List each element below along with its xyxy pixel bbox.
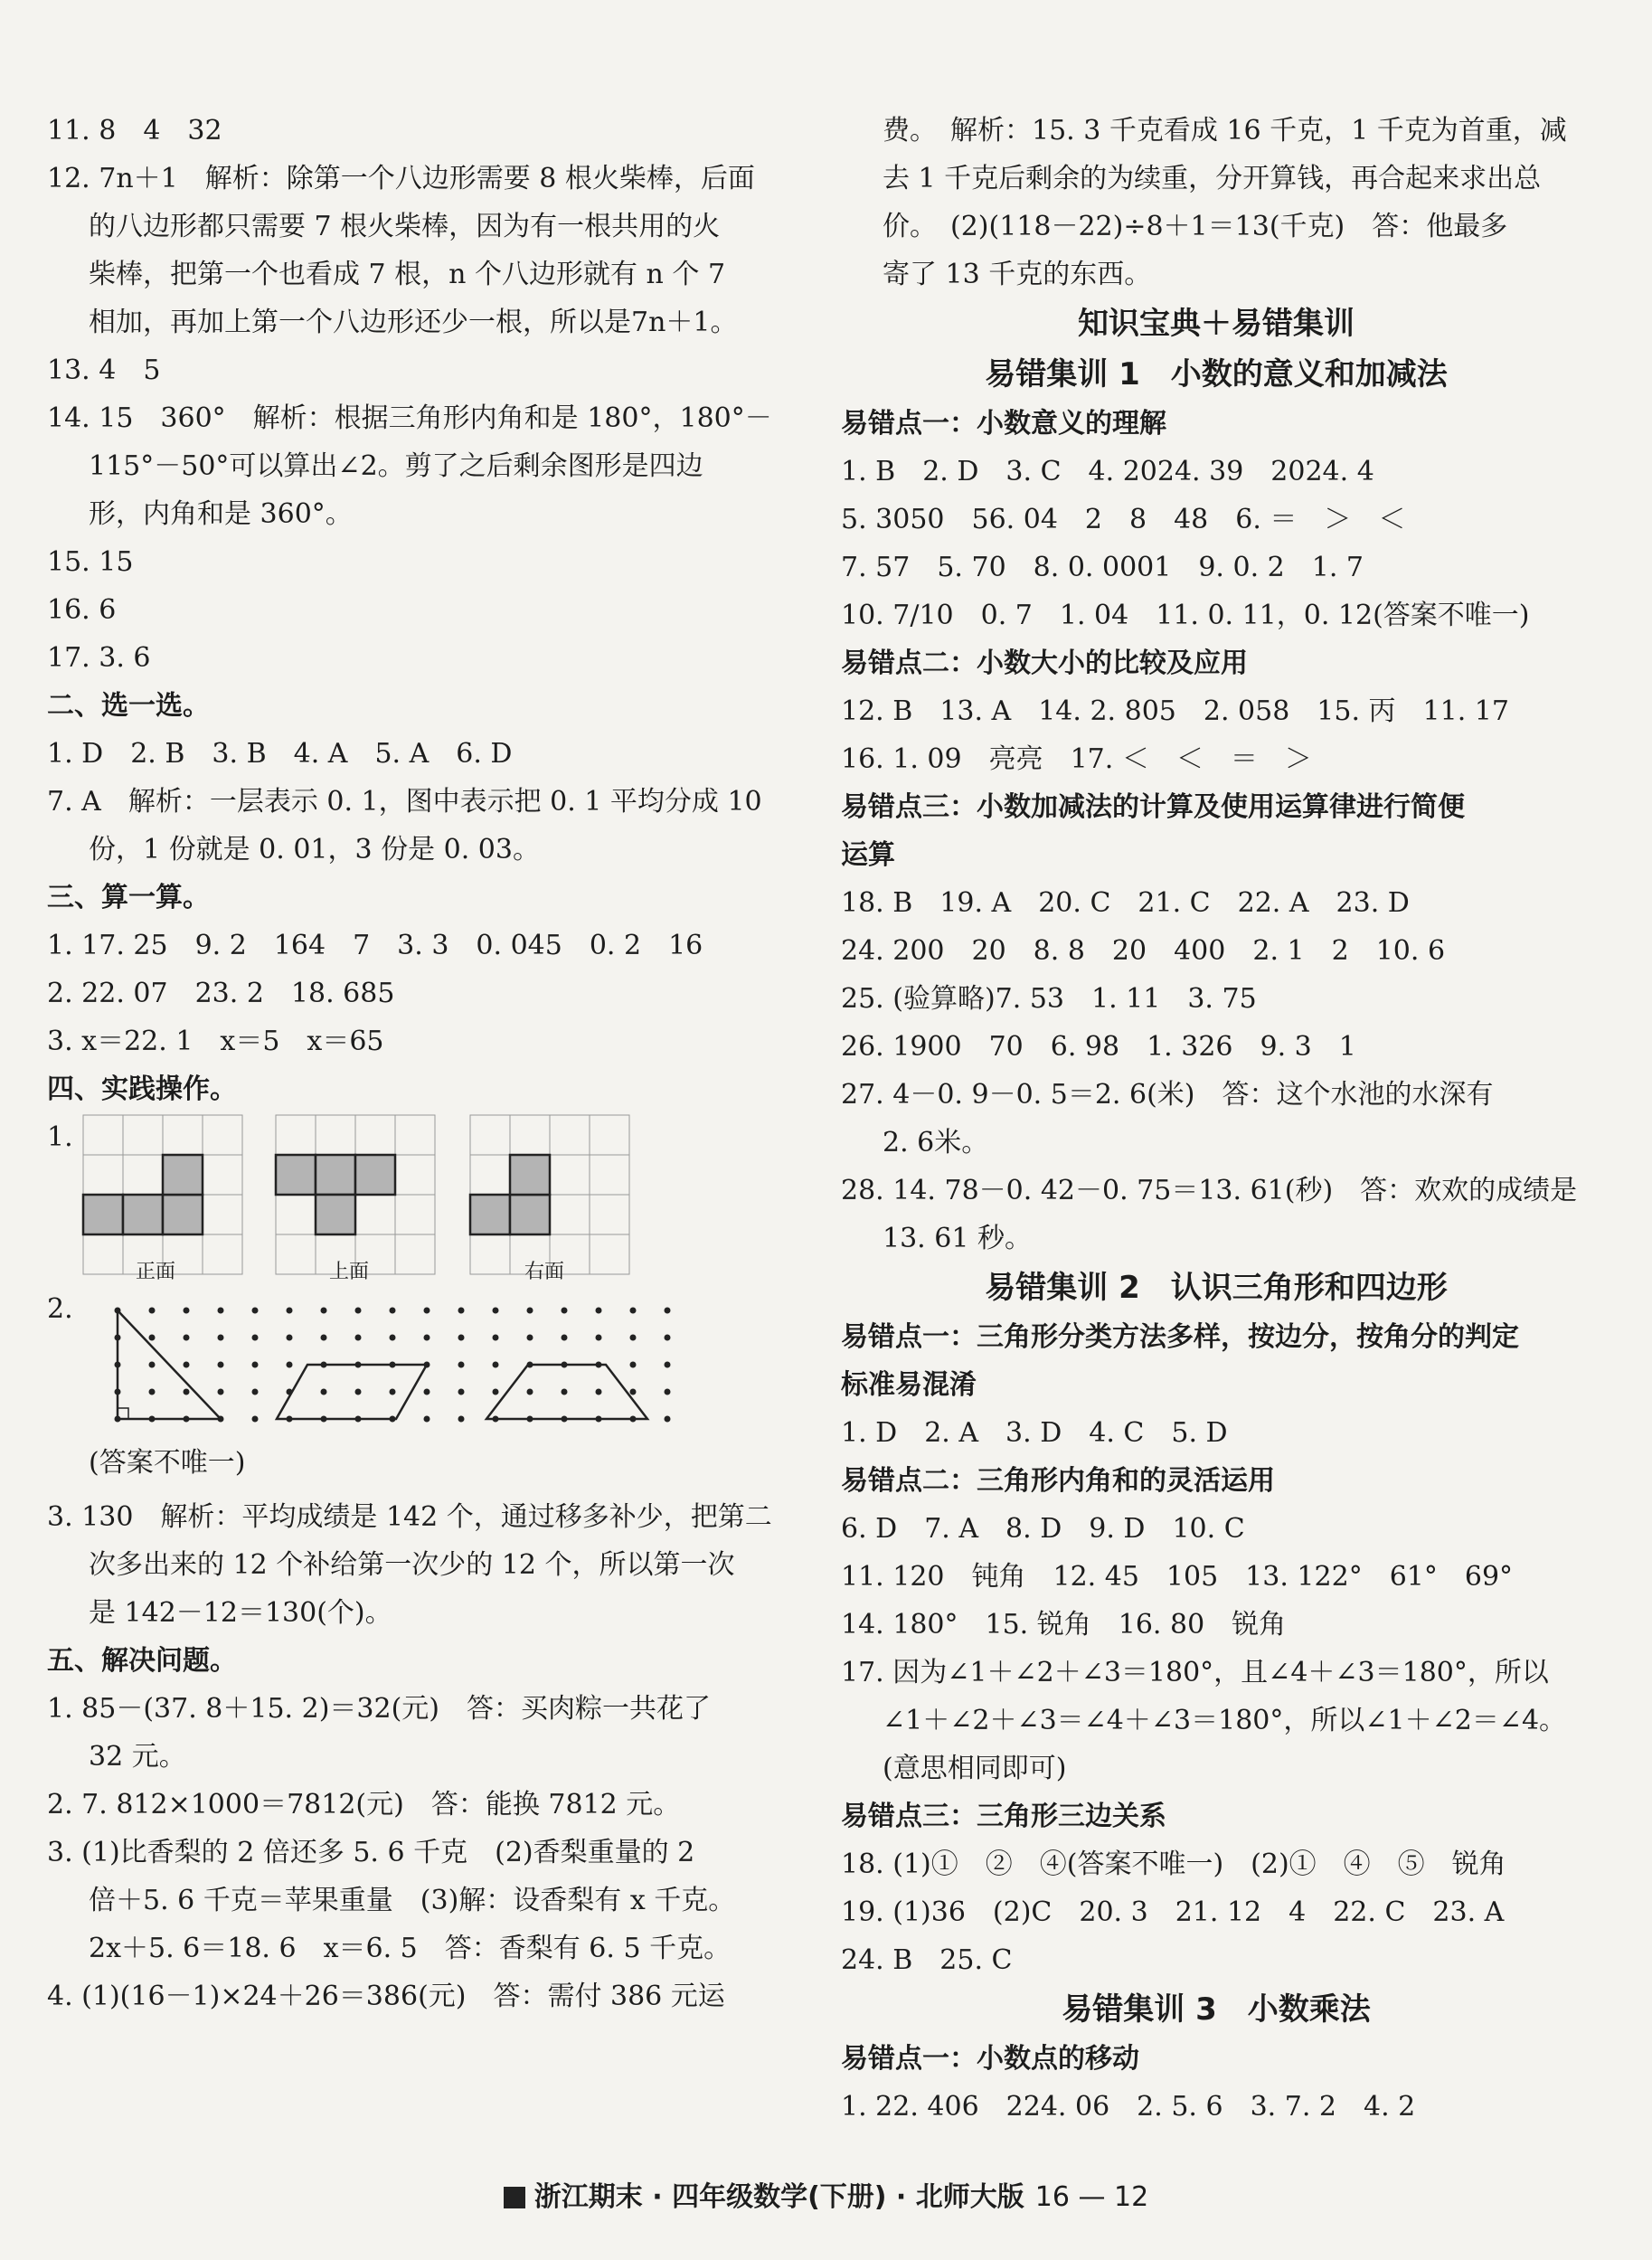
page-number: 16 — 12 [1034, 2181, 1149, 2213]
page-footer [0, 2174, 1652, 2214]
section-heading: 运算 [841, 839, 895, 871]
grid-dot [252, 1362, 259, 1368]
section-heading: 易错点三：小数加减法的计算及使用运算律进行简便 [841, 791, 1465, 823]
grid-dot [493, 1389, 499, 1395]
answer-line: 相加，再加上第一个八边形还少一根，所以是7n＋1。 [89, 307, 738, 338]
answer-line: 14. 15 360° 解析：根据三角形内角和是 180°，180°－ [47, 402, 772, 434]
grid-dot [562, 1335, 568, 1341]
grid-dot [321, 1335, 327, 1341]
answer-line: 2. 7. 812×1000＝7812(元) 答：能换 7812 元。 [47, 1789, 681, 1820]
section-heading: 二、选一选。 [47, 690, 210, 722]
answer-line: 6. D 7. A 8. D 9. D 10. C [841, 1513, 1245, 1545]
grid-dot [390, 1389, 396, 1395]
answer-line: 形，内角和是 360°。 [89, 498, 353, 530]
grid-dot [665, 1335, 671, 1341]
grid-dot [252, 1416, 259, 1423]
grid-dot [355, 1308, 362, 1314]
footer-square-icon [504, 2187, 525, 2208]
dot-grid-figure [47, 1285, 788, 1493]
section-heading: 三、算一算。 [47, 882, 210, 913]
answer-line: 3. x＝22. 1 x＝5 x＝65 [47, 1026, 384, 1057]
answer-line: 2. 22. 07 23. 2 18. 685 [47, 978, 395, 1009]
grid-dot [493, 1362, 499, 1368]
grid-dot [184, 1335, 190, 1341]
shaded-cube-face [316, 1195, 355, 1234]
grid-dot [458, 1335, 465, 1341]
grid-dot [390, 1308, 396, 1314]
answer-line: 24. B 25. C [841, 1944, 1013, 1976]
grid-cell [355, 1115, 395, 1155]
grid-dot [252, 1389, 259, 1395]
grid-dot [321, 1389, 327, 1395]
grid-dot [527, 1308, 533, 1314]
section-heading: 易错点一：小数点的移动 [841, 2043, 1139, 2075]
section-heading: 四、实践操作。 [47, 1073, 237, 1105]
grid-dot [424, 1308, 430, 1314]
grid-cell [590, 1155, 629, 1195]
grid-cell [355, 1195, 395, 1234]
answer-line: 115°－50°可以算出∠2。剪了之后剩余图形是四边 [89, 450, 703, 482]
answer-line: 25. (验算略)7. 53 1. 11 3. 75 [841, 983, 1257, 1015]
grid-dot [184, 1389, 190, 1395]
answer-line: 去 1 千克后剩余的为续重，分开算钱，再合起来求出总 [883, 163, 1542, 194]
grid-dot [562, 1308, 568, 1314]
shaded-cube-face [355, 1155, 395, 1195]
grid-cell [123, 1115, 163, 1155]
answer-line: 18. (1)① ② ④(答案不唯一) (2)① ④ ⑤ 锐角 [841, 1849, 1506, 1880]
caption-front: 正面 [136, 1261, 176, 1283]
grid-dot [184, 1362, 190, 1368]
grid-dot [424, 1389, 430, 1395]
grid-dot [630, 1389, 637, 1395]
answer-line: 次多出来的 12 个补给第一次少的 12 个，所以第一次 [89, 1549, 735, 1581]
shaded-cube-face [123, 1195, 163, 1234]
grid-dot [218, 1389, 224, 1395]
grid-dot [355, 1389, 362, 1395]
grid-cell [395, 1195, 435, 1234]
grid-dot [218, 1308, 224, 1314]
grid-dot [596, 1335, 602, 1341]
answer-line: 份，1 份就是 0. 01，3 份是 0. 03。 [89, 834, 540, 865]
grid-dot [458, 1308, 465, 1314]
grid-cell [550, 1195, 590, 1234]
figure-number-2: 2. [47, 1293, 73, 1325]
answer-line: 19. (1)36 (2)C 20. 3 21. 12 4 22. C 23. A [841, 1896, 1505, 1928]
grid-dot [424, 1416, 430, 1423]
grid-dot [665, 1308, 671, 1314]
grid-dot [458, 1389, 465, 1395]
answer-line: 1. 17. 25 9. 2 164 7 3. 3 0. 045 0. 2 16 [47, 930, 703, 961]
section-heading: 易错点一：三角形分类方法多样，按边分，按角分的判定 [841, 1321, 1519, 1353]
grid-cell [203, 1234, 242, 1274]
answer-line: 3. 130 解析：平均成绩是 142 个，通过移多补少，把第二 [47, 1501, 772, 1533]
grid-dot [458, 1416, 465, 1423]
grid-dot [218, 1335, 224, 1341]
answer-line: 16. 1. 09 亮亮 17. ＜ ＜ ＝ ＞ [841, 743, 1312, 775]
grid-cell [590, 1115, 629, 1155]
grid-cell [276, 1115, 316, 1155]
answer-line: 12. B 13. A 14. 2. 805 2. 058 15. 丙 11. 17 [841, 695, 1509, 727]
answer-line: 7. 57 5. 70 8. 0. 0001 9. 0. 2 1. 7 [841, 552, 1364, 583]
answer-line: 的八边形都只需要 7 根火柴棒，因为有一根共用的火 [89, 211, 721, 242]
grid-dot [149, 1389, 156, 1395]
grid-cell [276, 1195, 316, 1234]
answer-line: 1. 85－(37. 8＋15. 2)＝32(元) 答：买肉粽一共花了 [47, 1693, 711, 1725]
answer-line: 倍＋5. 6 千克＝苹果重量 (3)解：设香梨有 x 千克。 [89, 1885, 736, 1916]
shaded-cube-face [510, 1195, 550, 1234]
answer-line: 16. 6 [47, 594, 117, 626]
section-title: 知识宝典＋易错集训 [1078, 306, 1355, 342]
answer-line: 2. 6米。 [883, 1127, 989, 1158]
section-heading: 易错点二：小数大小的比较及应用 [841, 648, 1248, 679]
answer-line: 11. 8 4 32 [47, 115, 222, 147]
grid-dot [493, 1308, 499, 1314]
grid-dot [149, 1335, 156, 1341]
answer-line: 12. 7n＋1 解析：除第一个八边形需要 8 根火柴棒，后面 [47, 163, 755, 194]
caption-top: 上面 [329, 1261, 370, 1283]
grid-dot [149, 1362, 156, 1368]
shaded-cube-face [276, 1155, 316, 1195]
grid-cell [203, 1115, 242, 1155]
dot-grid [47, 1294, 698, 1448]
shaded-cube-face [163, 1155, 203, 1195]
right-column [841, 107, 1591, 2131]
answer-line: 11. 120 钝角 12. 45 105 13. 122° 61° 69° [841, 1561, 1514, 1593]
grid-dot [184, 1308, 190, 1314]
grid-cell [83, 1115, 123, 1155]
answer-line: 15. 15 [47, 546, 134, 578]
shaded-cube-face [83, 1195, 123, 1234]
section-heading: 标准易混淆 [841, 1369, 977, 1401]
grid-cell [550, 1115, 590, 1155]
shaded-cube-face [470, 1195, 510, 1234]
answer-line: 寄了 13 千克的东西。 [883, 259, 1152, 290]
grid-dot [321, 1308, 327, 1314]
answer-line: 2x＋5. 6＝18. 6 x＝6. 5 答：香梨有 6. 5 千克。 [89, 1933, 732, 1964]
grid-cell [395, 1155, 435, 1195]
grid-cell [83, 1234, 123, 1274]
figure-note: (答案不唯一) [89, 1447, 246, 1479]
section-heading: 易错点三：三角形三边关系 [841, 1801, 1166, 1832]
grid-cell [395, 1234, 435, 1274]
answer-line: 26. 1900 70 6. 98 1. 326 9. 3 1 [841, 1031, 1356, 1063]
answer-line: ∠1＋∠2＋∠3＝∠4＋∠3＝180°，所以∠1＋∠2＝∠4。 [883, 1705, 1567, 1736]
grid-cell [470, 1115, 510, 1155]
shaded-cube-face [510, 1155, 550, 1195]
answer-line: 1. D 2. A 3. D 4. C 5. D [841, 1417, 1228, 1449]
three-views-figure [47, 1113, 788, 1285]
grid-dot [596, 1389, 602, 1395]
section-heading: 易错点一：小数意义的理解 [841, 408, 1166, 440]
grid-dot [287, 1308, 293, 1314]
answer-line: 13. 4 5 [47, 355, 161, 386]
grid-dot [252, 1335, 259, 1341]
grid-dot [665, 1389, 671, 1395]
grid-dot [527, 1335, 533, 1341]
section-title: 易错集训 1 小数的意义和加减法 [985, 356, 1448, 392]
section-title: 易错集训 3 小数乘法 [1062, 1991, 1371, 2028]
footer-title: 浙江期末 · 四年级数学(下册) · 北师大版 [533, 2181, 1024, 2213]
answer-line: 27. 4－0. 9－0. 5＝2. 6(米) 答：这个水池的水深有 [841, 1079, 1494, 1111]
grid-cell [510, 1115, 550, 1155]
answer-line: 10. 7/10 0. 7 1. 04 11. 0. 11，0. 12(答案不唯一) [841, 600, 1530, 631]
answer-line: 价。 (2)(118－22)÷8＋1＝13(千克) 答：他最多 [883, 211, 1508, 242]
grid-cell [470, 1234, 510, 1274]
grid-dot [149, 1308, 156, 1314]
grid-cell [550, 1155, 590, 1195]
grid-dot [218, 1362, 224, 1368]
grid-dot [458, 1362, 465, 1368]
answer-line: 是 142－12＝130(个)。 [89, 1597, 392, 1629]
answer-line: 28. 14. 78－0. 42－0. 75＝13. 61(秒) 答：欢欢的成绩是 [841, 1175, 1578, 1206]
grid-dot [630, 1362, 637, 1368]
left-column [47, 107, 788, 2020]
grid-dot [287, 1335, 293, 1341]
figure-number: 1. [47, 1121, 73, 1153]
grid-cell [83, 1155, 123, 1195]
answer-line: 14. 180° 15. 锐角 16. 80 锐角 [841, 1609, 1287, 1641]
section-heading: 五、解决问题。 [47, 1645, 237, 1677]
grid-cell [203, 1155, 242, 1195]
grid-dot [287, 1362, 293, 1368]
grid-dot [596, 1308, 602, 1314]
grid-dot [390, 1335, 396, 1341]
grid-cell [203, 1195, 242, 1234]
grid-dot [493, 1335, 499, 1341]
answer-line: 3. (1)比香梨的 2 倍还多 5. 6 千克 (2)香梨重量的 2 [47, 1837, 695, 1868]
answer-line: 1. D 2. B 3. B 4. A 5. A 6. D [47, 738, 513, 770]
grid-cell [395, 1115, 435, 1155]
answer-line: 17. 3. 6 [47, 642, 151, 674]
answer-line: 5. 3050 56. 04 2 8 48 6. ＝ ＞ ＜ [841, 504, 1406, 535]
shaded-cube-face [316, 1155, 355, 1195]
answer-line: (意思相同即可) [883, 1753, 1067, 1784]
answer-line: 4. (1)(16－1)×24＋26＝386(元) 答：需付 386 元运 [47, 1981, 725, 2012]
answer-line: 17. 因为∠1＋∠2＋∠3＝180°，且∠4＋∠3＝180°，所以 [841, 1657, 1549, 1688]
grid-cell [316, 1115, 355, 1155]
answer-line: 7. A 解析：一层表示 0. 1，图中表示把 0. 1 平均分成 10 [47, 786, 762, 818]
grid-dot [630, 1335, 637, 1341]
grid-cell [123, 1155, 163, 1195]
grid-dot [355, 1335, 362, 1341]
grid-dot [665, 1362, 671, 1368]
right-triangle-shape [118, 1310, 221, 1419]
grid-cell [590, 1234, 629, 1274]
answer-line: 1. 22. 406 224. 06 2. 5. 6 3. 7. 2 4. 2 [841, 2091, 1416, 2123]
answer-line: 24. 200 20 8. 8 20 400 2. 1 2 10. 6 [841, 935, 1446, 967]
shaded-cube-face [163, 1195, 203, 1234]
grid-dot [252, 1308, 259, 1314]
answer-line: 13. 61 秒。 [883, 1223, 1032, 1254]
answer-line: 费。 解析：15. 3 千克看成 16 千克，1 千克为首重，减 [883, 115, 1567, 147]
grid-cell [276, 1234, 316, 1274]
section-heading: 易错点二：三角形内角和的灵活运用 [841, 1465, 1275, 1497]
grid-dot [665, 1416, 671, 1423]
grid-dot [527, 1389, 533, 1395]
grid-dot [424, 1335, 430, 1341]
grid-dot [562, 1389, 568, 1395]
parallelogram-shape [277, 1365, 427, 1419]
grid-cell [590, 1195, 629, 1234]
grid-dot [630, 1308, 637, 1314]
grid-cell [163, 1115, 203, 1155]
answer-line: 32 元。 [89, 1741, 186, 1773]
caption-right: 右面 [524, 1261, 565, 1283]
section-title: 易错集训 2 认识三角形和四边形 [985, 1270, 1448, 1306]
answer-line: 1. B 2. D 3. C 4. 2024. 39 2024. 4 [841, 456, 1374, 487]
answer-line: 18. B 19. A 20. C 21. C 22. A 23. D [841, 887, 1410, 919]
grid-cell [470, 1155, 510, 1195]
answer-line: 柴棒，把第一个也看成 7 根，n 个八边形就有 n 个 7 [89, 259, 726, 290]
